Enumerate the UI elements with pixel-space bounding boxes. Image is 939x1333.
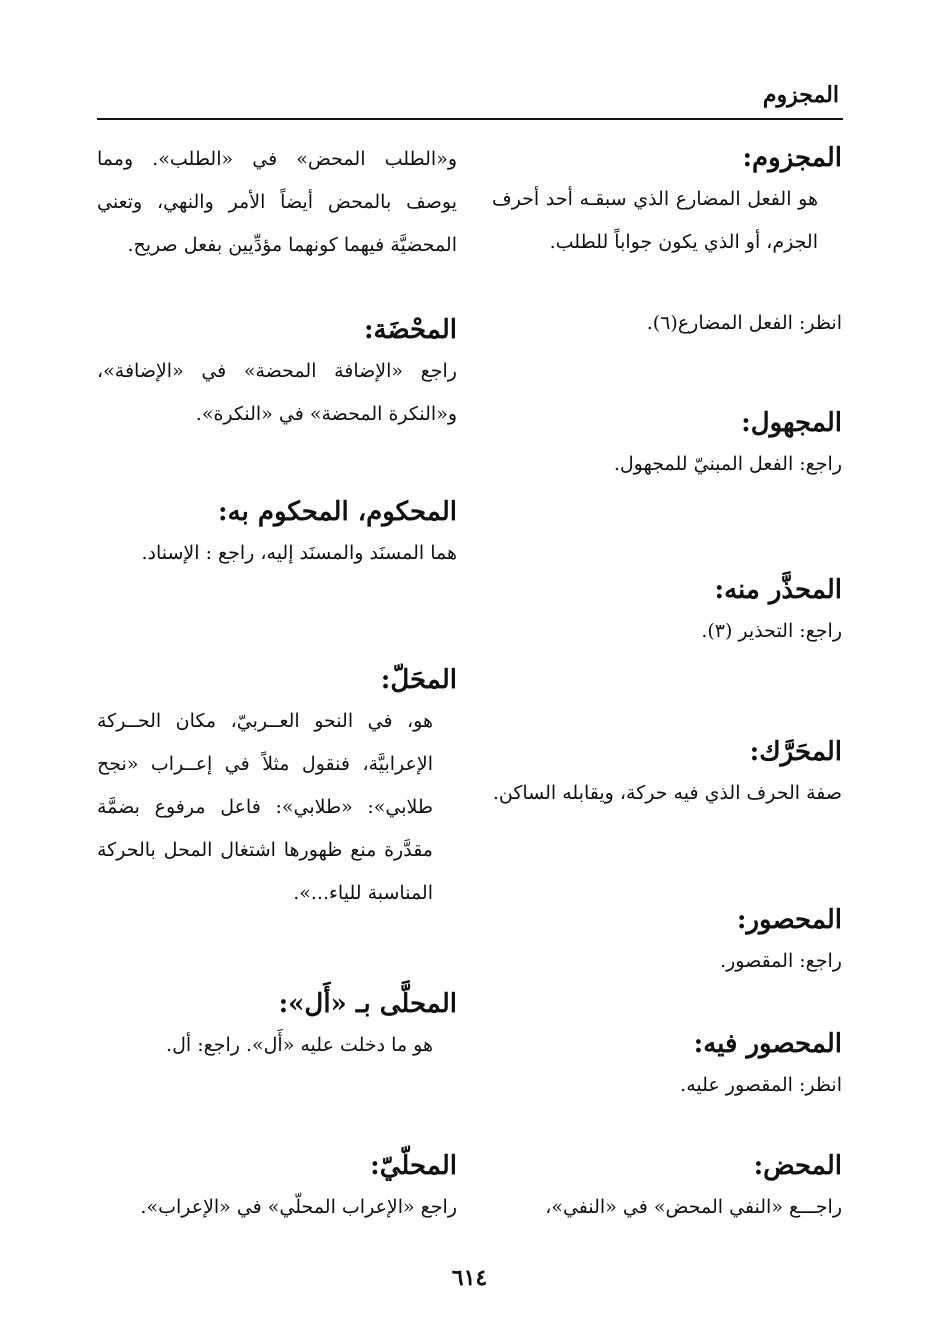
entry-mahalli [97, 1146, 457, 1229]
page-number: ٦١٤ [451, 1265, 488, 1291]
entry-text: راجع: المقصور. [720, 950, 842, 972]
entry-text: راجع: التحذير (٣). [701, 620, 842, 642]
entry-text: هما المسنَد والمسنَد إليه، راجع : الإسناد. [141, 542, 457, 564]
entry-muharrak [492, 732, 842, 815]
entry-term: المحكوم، المحكوم به: [218, 497, 457, 527]
entry-text: راجع: الفعل المبنيّ للمجهول. [613, 453, 842, 475]
entry-term: المحَرَّك: [749, 737, 842, 767]
entry-muhadhar-minhu [492, 570, 842, 653]
entry-term: المحذَّر منه: [714, 575, 842, 605]
entry-mahall [97, 660, 457, 915]
entry-term: المحلَّى بـ «أَل»: [278, 989, 457, 1019]
entry-majzum [492, 138, 842, 264]
entry-text: هو الفعل المضارع الذي سبقـه أحد أحرف الجزم، أو الذي يكون جواباً للطلب. [492, 188, 818, 253]
entry-text: انظر: الفعل المضارع(٦). [646, 312, 842, 334]
entry-term: المحلّيّ: [370, 1151, 457, 1181]
entry-text: راجـــع «النفي المحض» في «النفي»، [545, 1196, 842, 1218]
entry-text: انظر: المقصور عليه. [680, 1074, 842, 1096]
entry-term: المحْضَة: [363, 315, 457, 345]
entry-muhalla-bi-al [97, 984, 457, 1067]
entry-mahda [97, 310, 457, 436]
entry-majhul [492, 403, 842, 486]
entry-mahkum [97, 492, 457, 575]
header-rule [97, 118, 843, 120]
entry-text: صفة الحرف الذي فيه حركة، ويقابله الساكن. [492, 782, 842, 804]
running-head: المجزوم [762, 82, 839, 108]
entry-mahd-continued [97, 138, 457, 267]
entry-text: و«الطلب المحض» في «الطلب». ومما يوصف بالمحض أيضاً الأمر والنهي، وتعني المحضيَّة فيهما كونهما مؤدِّيين بفعل صريح. [97, 148, 457, 256]
entry-text: هو، في النحو العــربيّ، مكان الحــركة الإعرابيَّة، فنقول مثلاً في إعــراب «نجح طلابي»: «طلابي»: فاعل مرفوع بضمَّة مقدَّرة منع ظهورها اشتغال المحل بالحركة المناسبة للياء...». [97, 710, 433, 904]
entry-mahd [492, 1146, 842, 1229]
entry-term: المحض: [753, 1151, 842, 1181]
entry-text: راجع «الإعراب المحلّي» في «الإعراب». [140, 1196, 457, 1218]
entry-text: راجع «الإضافة المحضة» في «الإضافة»، و«النكرة المحضة» في «النكرة». [97, 360, 457, 425]
entry-text: هو ما دخلت عليه «أَل». راجع: أل. [166, 1034, 433, 1056]
entry-mahsur [492, 900, 842, 983]
entry-term: المحصور فيه: [693, 1029, 842, 1059]
entry-term: المحصور: [736, 905, 842, 935]
entry-term: المحَلّ: [380, 665, 457, 695]
entry-term: المجهول: [741, 408, 842, 438]
entry-mahsur-fihi [492, 1024, 842, 1107]
entry-majzum-see-also [492, 302, 842, 345]
entry-term: المجزوم: [742, 143, 842, 173]
